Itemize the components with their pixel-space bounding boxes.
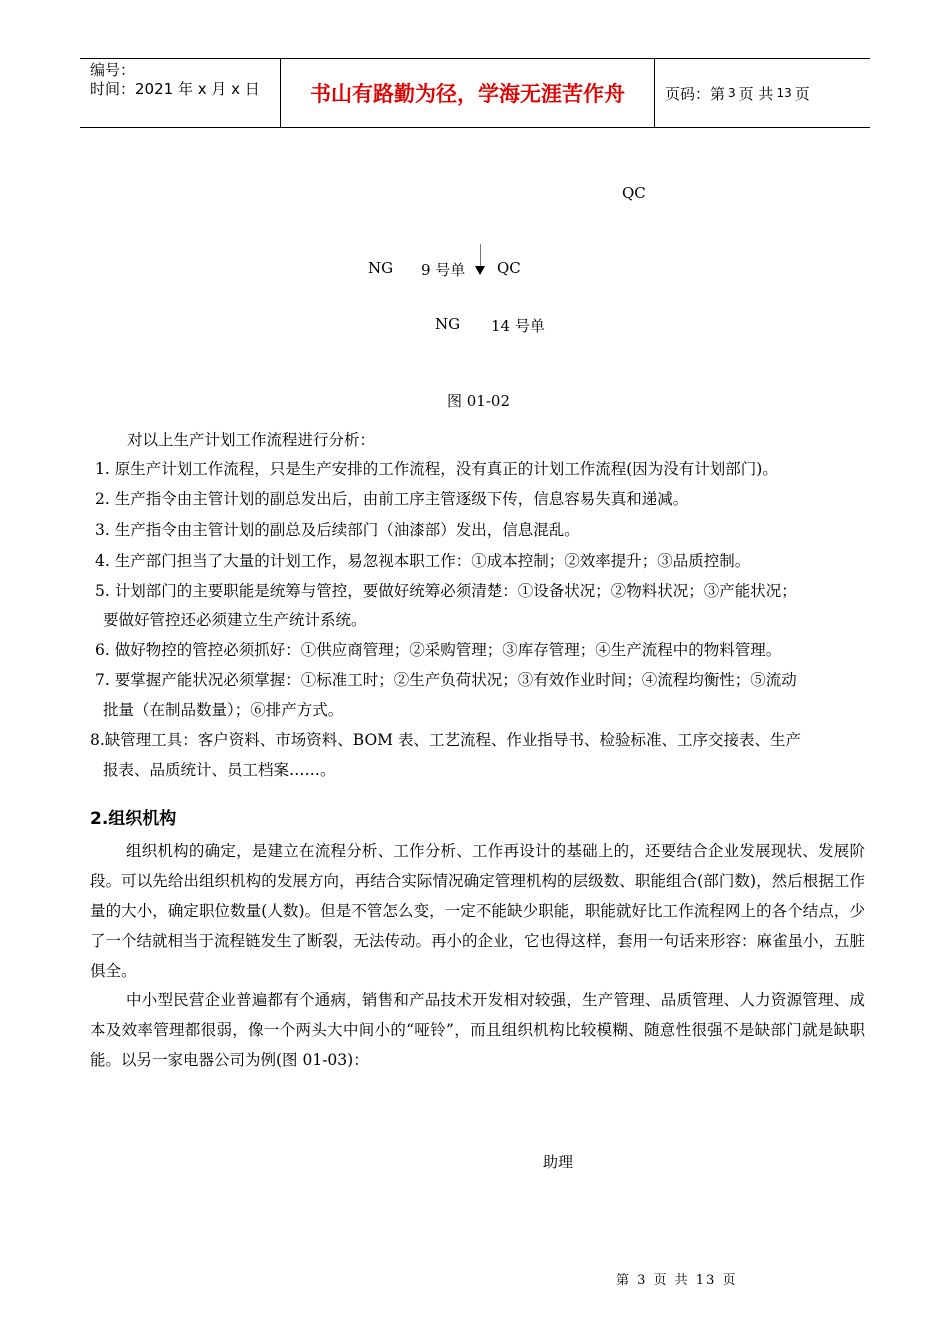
diagram-ng-1: NG [368, 259, 394, 277]
analysis-item-7-cont: 批量（在制品数量）；⑥排产方式。 [103, 701, 344, 719]
diagram-order-14: 14 号单 [491, 317, 545, 335]
page-suffix: 页 [794, 84, 810, 103]
analysis-item-2: 2. 生产指令由主管计划的副总发出后，由前工序主管逐级下传，信息容易失真和递减。 [95, 490, 689, 508]
down-arrow-icon [475, 266, 485, 275]
paragraph-1: 组织机构的确定，是建立在流程分析、工作分析、工作再设计的基础上的，还要结合企业发展现状、发展阶段。可以先给出组织机构的发展方向，再结合实际情况确定管理机构的层级数、职能组合(部门数)，然后根据工作量的大小，确定职位数量(人数)。但是不管怎么变，一定不能缺少职能，职能就好比工作流程网上的各个结点，少了一个结就相当于流程链发生了断裂，无法传动。再小的企业，它也得这样，套用一句话来形容：麻雀虽小，五脏俱全。 [90, 842, 866, 980]
analysis-item-6: 6. 做好物控的管控必须抓好：①供应商管理；②采购管理；③库存管理；④生产流程中的物料管理。 [95, 641, 782, 659]
analysis-item-5-cont: 要做好管控还必须建立生产统计系统。 [103, 611, 367, 629]
header-meta [80, 59, 281, 127]
analysis-item-8: 8.缺管理工具：客户资料、市场资料、BOM 表、工艺流程、作业指导书、检验标准、工序交接表、生产 [90, 731, 801, 749]
analysis-item-4: 4. 生产部门担当了大量的计划工作，易忽视本职工作：①成本控制；②效率提升；③品质控制。 [95, 552, 751, 570]
page-mid: 页 共 [738, 84, 774, 103]
diagram-assistant-label: 助理 [543, 1153, 574, 1171]
paragraph-2: 中小型民营企业普遍都有个通病，销售和产品技术开发相对较强，生产管理、品质管理、人力资源管理、成本及效率管理都很弱，像一个两头大中间小的“哑铃”，而且组织机构比较模糊、随意性很强不是缺部门就是缺职能。以另一家电器公司为例(图 01-03)： [90, 991, 865, 1069]
header-page-number [655, 59, 870, 127]
page-footer: 第 3 页 共 13 页 [616, 1273, 738, 1288]
analysis-item-5: 5. 计划部门的主要职能是统筹与管控，要做好统筹必须清楚：①设备状况；②物料状况；③产能状况； [95, 582, 797, 600]
analysis-intro: 对以上生产计划工作流程进行分析： [127, 431, 376, 449]
serial-label: 编号： [90, 61, 136, 79]
diagram-arrow-line [480, 244, 481, 268]
diagram-ng-2: NG [435, 315, 461, 333]
analysis-item-8-cont: 报表、品质统计、员工档案……。 [103, 761, 336, 779]
time-label: 时间：2021 年 x 月 x 日 [90, 80, 260, 98]
page-prefix: 页码：第 [665, 84, 726, 103]
page-total: 13 [776, 86, 792, 100]
analysis-item-1: 1. 原生产计划工作流程，只是生产安排的工作流程，没有真正的计划工作流程(因为没有计划部门)。 [95, 460, 778, 478]
analysis-item-3: 3. 生产指令由主管计划的副总及后续部门（油漆部）发出，信息混乱。 [95, 521, 580, 539]
page-current: 3 [728, 86, 736, 100]
page-header [80, 58, 870, 128]
analysis-item-7: 7. 要掌握产能状况必须掌握：①标准工时；②生产负荷状况；③有效作业时间；④流程均衡性；⑤流动 [95, 671, 797, 689]
figure-caption: 图 01-02 [447, 392, 511, 410]
diagram-qc-mid: QC [497, 259, 521, 277]
diagram-qc-top: QC [622, 184, 646, 202]
diagram-order-9: 9 号单 [421, 261, 466, 279]
header-motto: 书山有路勤为径，学海无涯苦作舟 [281, 59, 655, 127]
section-title: 2.组织机构 [90, 809, 177, 829]
